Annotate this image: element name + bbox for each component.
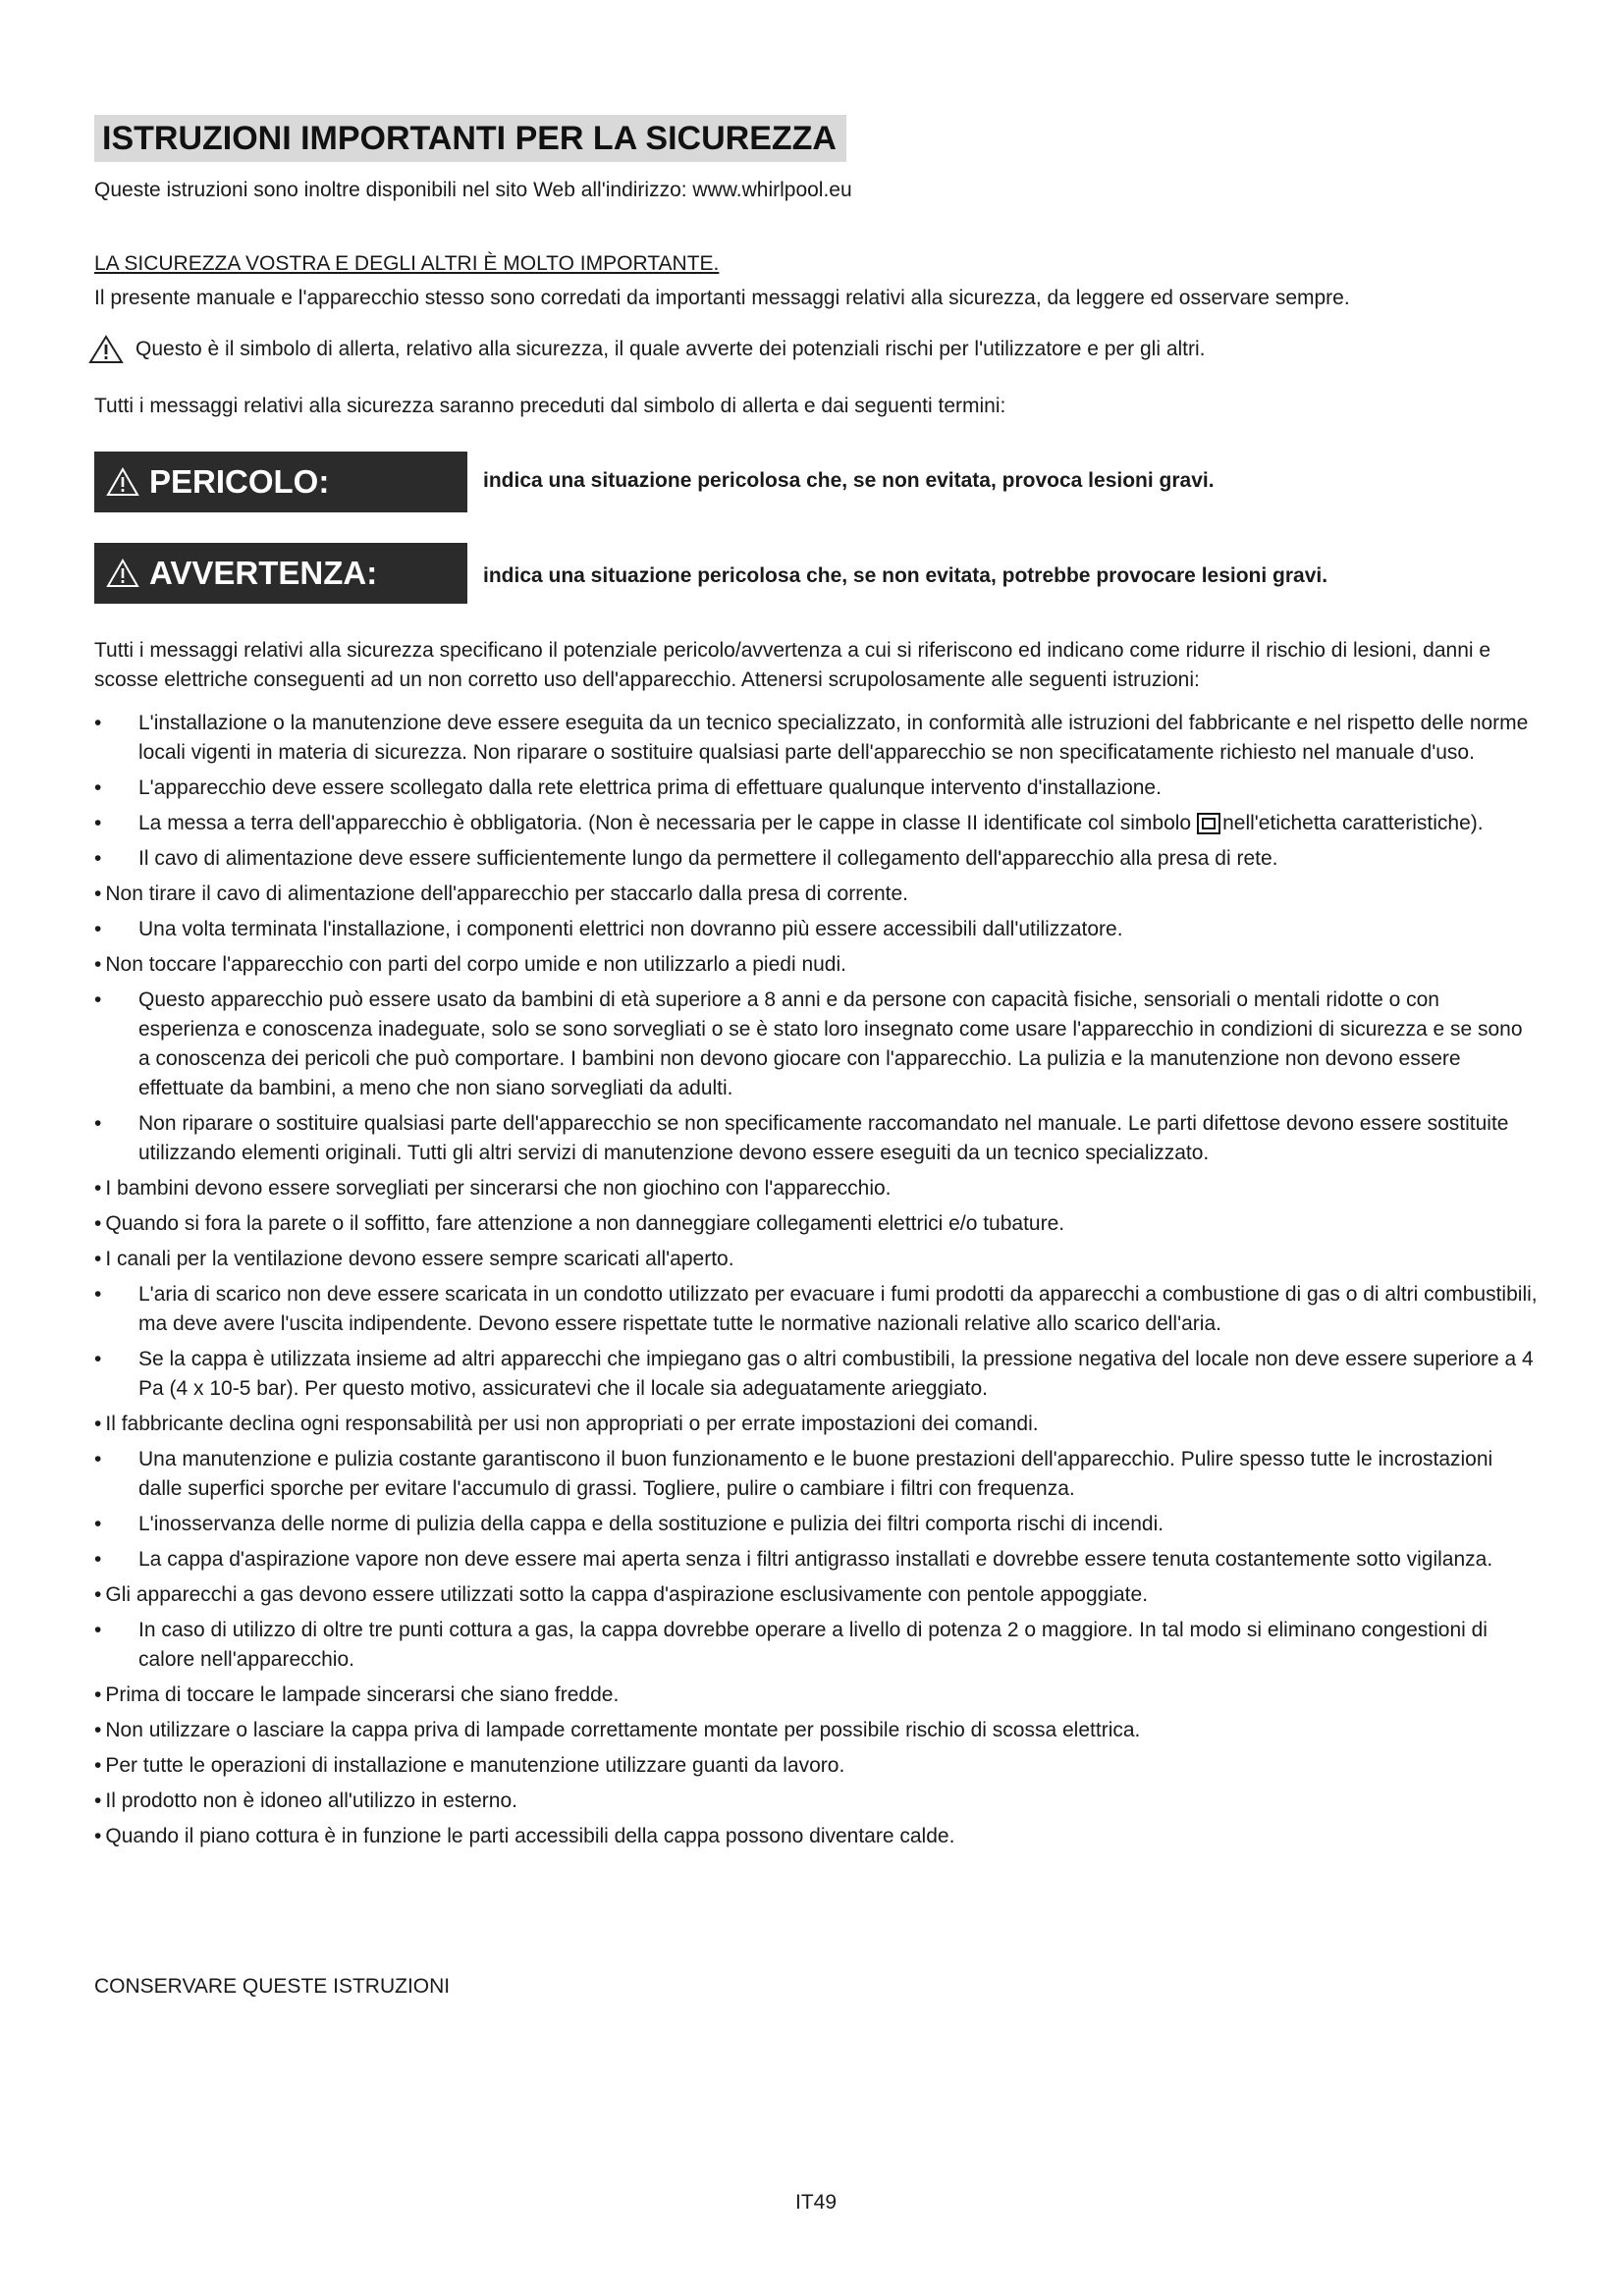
list-item	[94, 809, 1538, 838]
danger-signal-box	[94, 452, 467, 512]
list-item-text: I canali per la ventilazione devono essere sempre scaricati all'aperto.	[105, 1248, 734, 1270]
list-item	[94, 844, 1538, 874]
bullet: •	[94, 1583, 102, 1606]
list-item	[94, 880, 1538, 909]
list-item-text: L'aria di scarico non deve essere scaricata in un condotto utilizzato per evacuare i fumi prodotti da apparecchi a combustione di gas o di altri combustibili, ma deve avere l'uscita indipendente. Devono essere rispettate tutte le normative nazionali relative allo scarico dell'aria.	[138, 1283, 1538, 1335]
bullet: •	[94, 1283, 102, 1306]
list-item	[94, 709, 1538, 768]
bullet: •	[94, 1348, 102, 1370]
list-item-text: Quando il piano cottura è in funzione le parti accessibili della cappa possono diventare calde.	[105, 1825, 955, 1847]
list-item	[94, 1109, 1538, 1168]
list-item	[94, 950, 1538, 980]
list-item	[94, 1787, 1538, 1816]
list-item-text: Non utilizzare o lasciare la cappa priva di lampade correttamente montate per possibile rischio di scossa elettrica.	[105, 1719, 1141, 1741]
list-item-text: Il prodotto non è idoneo all'utilizzo in esterno.	[105, 1789, 517, 1812]
alert-symbol-line	[94, 334, 1206, 365]
bullet: •	[94, 776, 102, 799]
list-item-text: La cappa d'aspirazione vapore non deve essere mai aperta senza i filtri antigrasso installati e dovrebbe essere tenuta costantemente sotto vigilanza.	[138, 1548, 1493, 1571]
safety-paragraph: Tutti i messaggi relativi alla sicurezza specificano il potenziale pericolo/avvertenza a cui si riferiscono ed indicano come ridurre il rischio di lesioni, danni e scosse elettriche conseguenti ad un non corretto uso dell'apparecchio. Attenersi scrupolosamente alle seguenti istruzioni:	[94, 639, 1491, 691]
list-item	[94, 915, 1538, 944]
bullet: •	[94, 1789, 102, 1812]
list-item	[94, 1580, 1538, 1610]
safety-intro: Il presente manuale e l'apparecchio stesso sono corredati da importanti messaggi relativi alla sicurezza, da leggere ed osservare sempre.	[94, 287, 1350, 309]
list-item	[94, 1716, 1538, 1745]
list-item-text: Per tutte le operazioni di installazione e manutenzione utilizzare guanti da lavoro.	[105, 1754, 845, 1777]
list-item-text: Se la cappa è utilizzata insieme ad altri apparecchi che impiegano gas o altri combustibili, la pressione negativa del locale non deve essere superiore a 4 Pa (4 x 10-5 bar). Per questo motivo, assicuratevi che il locale sia adeguatamente arieggiato.	[138, 1348, 1534, 1400]
list-item	[94, 1209, 1538, 1239]
bullet: •	[94, 812, 102, 834]
bullet: •	[94, 1619, 102, 1641]
bullet: •	[94, 1112, 102, 1135]
list-item-text: La messa a terra dell'apparecchio è obbligatoria. (Non è necessaria per le cappe in classe II identificate col simbolo	[138, 812, 1192, 834]
list-item-text: Il fabbricante declina ogni responsabilità per usi non appropriati o per errate impostazioni dei comandi.	[105, 1413, 1039, 1435]
list-item	[94, 774, 1538, 803]
safety-important-heading: LA SICUREZZA VOSTRA E DEGLI ALTRI È MOLTO IMPORTANTE.	[94, 252, 720, 275]
bullet: •	[94, 1448, 102, 1470]
safety-instructions-list	[94, 709, 1538, 1857]
warning-description: indica una situazione pericolosa che, se non evitata, potrebbe provocare lesioni gravi.	[483, 564, 1328, 587]
class-ii-symbol-icon	[1197, 813, 1220, 834]
bullet: •	[94, 1177, 102, 1200]
list-item	[94, 1616, 1538, 1675]
warning-triangle-icon	[106, 467, 139, 497]
page-title: ISTRUZIONI IMPORTANTI PER LA SICUREZZA	[94, 115, 846, 162]
list-item-text: Prima di toccare le lampade sincerarsi che siano fredde.	[105, 1683, 620, 1706]
preceded-text: Tutti i messaggi relativi alla sicurezza saranno preceduti dal simbolo di allerta e dai seguenti termini:	[94, 395, 1006, 417]
list-item-text: Questo apparecchio può essere usato da bambini di età superiore a 8 anni e da persone con capacità fisiche, sensoriali o mentali ridotte o con esperienza e conoscenza inadeguate, solo se sono sorvegliati o se è stato loro insegnato come usare l'apparecchio in condizioni di sicurezza e se sono a conoscenza dei pericoli che può comportare. I bambini non devono giocare con l'apparecchio. La pulizia e la manutenzione non devono essere effettuate da bambini, a meno che non siano sorvegliati da adulti.	[138, 988, 1523, 1099]
list-item-text: Non riparare o sostituire qualsiasi parte dell'apparecchio se non specificamente raccomandato nel manuale. Le parti difettose devono essere sostituite utilizzando elementi originali. Tutti gli altri servizi di manutenzione devono essere eseguiti da un tecnico specializzato.	[138, 1112, 1509, 1164]
list-item-text: L'inosservanza delle norme di pulizia della cappa e della sostituzione e pulizia dei filtri comporta rischi di incendi.	[138, 1513, 1164, 1535]
bullet: •	[94, 918, 102, 940]
danger-description: indica una situazione pericolosa che, se non evitata, provoca lesioni gravi.	[483, 469, 1215, 492]
list-item-text: L'apparecchio deve essere scollegato dalla rete elettrica prima di effettuare qualunque intervento d'installazione.	[138, 776, 1162, 799]
bullet: •	[94, 1548, 102, 1571]
bullet: •	[94, 1513, 102, 1535]
page-number: IT49	[794, 2191, 838, 2214]
list-item-text: Una manutenzione e pulizia costante garantiscono il buon funzionamento e le buone prestazioni dell'apparecchio. Pulire spesso tutte le incrostazioni dalle superfici sporche per evitare l'accumulo di grassi. Togliere, pulire o cambiare i filtri con frequenza.	[138, 1448, 1493, 1500]
bullet: •	[94, 953, 102, 976]
list-item-text: Quando si fora la parete o il soffitto, fare attenzione a non danneggiare collegamenti elettrici e/o tubature.	[105, 1212, 1065, 1235]
bullet: •	[94, 882, 102, 905]
list-item	[94, 1545, 1538, 1575]
list-item	[94, 1410, 1538, 1439]
bullet: •	[94, 1719, 102, 1741]
warning-triangle-icon	[106, 559, 139, 588]
danger-label: PERICOLO:	[149, 463, 330, 500]
list-item-text: Una volta terminata l'installazione, i componenti elettrici non dovranno più essere accessibili dall'utilizzatore.	[138, 918, 1123, 940]
bullet: •	[94, 712, 102, 734]
warning-triangle-icon	[88, 334, 124, 365]
list-item	[94, 1510, 1538, 1539]
list-item	[94, 1280, 1538, 1339]
list-item-text: I bambini devono essere sorvegliati per sincerarsi che non giochino con l'apparecchio.	[105, 1177, 892, 1200]
warning-label: AVVERTENZA:	[149, 555, 378, 591]
list-item-text: Gli apparecchi a gas devono essere utilizzati sotto la cappa d'aspirazione esclusivamente con pentole appoggiate.	[105, 1583, 1149, 1606]
list-item	[94, 1751, 1538, 1781]
bullet: •	[94, 1248, 102, 1270]
bullet: •	[94, 1212, 102, 1235]
list-item	[94, 1445, 1538, 1504]
list-item-text-continued: nell'etichetta caratteristiche).	[1222, 812, 1484, 834]
list-item-text: Non tirare il cavo di alimentazione dell'apparecchio per staccarlo dalla presa di corrente.	[105, 882, 908, 905]
list-item	[94, 1174, 1538, 1203]
list-item	[94, 1245, 1538, 1274]
bullet: •	[94, 847, 102, 870]
bullet: •	[94, 1754, 102, 1777]
list-item-text: L'installazione o la manutenzione deve essere eseguita da un tecnico specializzato, in conformità alle istruzioni del fabbricante e nel rispetto delle norme locali vigenti in materia di sicurezza. Non riparare o sostituire qualsiasi parte dell'apparecchio se non specificatamente richiesto nel manuale d'uso.	[138, 712, 1529, 764]
website-note: Queste istruzioni sono inoltre disponibili nel sito Web all'indirizzo: www.whirlpool.eu	[94, 179, 852, 201]
list-item	[94, 1345, 1538, 1404]
list-item-text: Non toccare l'apparecchio con parti del corpo umide e non utilizzarlo a piedi nudi.	[105, 953, 846, 976]
warning-signal-box	[94, 543, 467, 604]
list-item	[94, 1822, 1538, 1851]
list-item	[94, 1681, 1538, 1710]
list-item	[94, 986, 1538, 1103]
list-item-text: In caso di utilizzo di oltre tre punti cottura a gas, la cappa dovrebbe operare a livello di potenza 2 o maggiore. In tal modo si eliminano congestioni di calore nell'apparecchio.	[138, 1619, 1488, 1671]
keep-instructions-note: CONSERVARE QUESTE ISTRUZIONI	[94, 1975, 451, 1998]
bullet: •	[94, 988, 102, 1011]
bullet: •	[94, 1413, 102, 1435]
bullet: •	[94, 1683, 102, 1706]
bullet: •	[94, 1825, 102, 1847]
alert-symbol-text: Questo è il simbolo di allerta, relativo alla sicurezza, il quale avverte dei potenziali rischi per l'utilizzatore e per gli altri.	[135, 338, 1206, 360]
list-item-text: Il cavo di alimentazione deve essere sufficientemente lungo da permettere il collegamento dell'apparecchio alla presa di rete.	[138, 847, 1278, 870]
